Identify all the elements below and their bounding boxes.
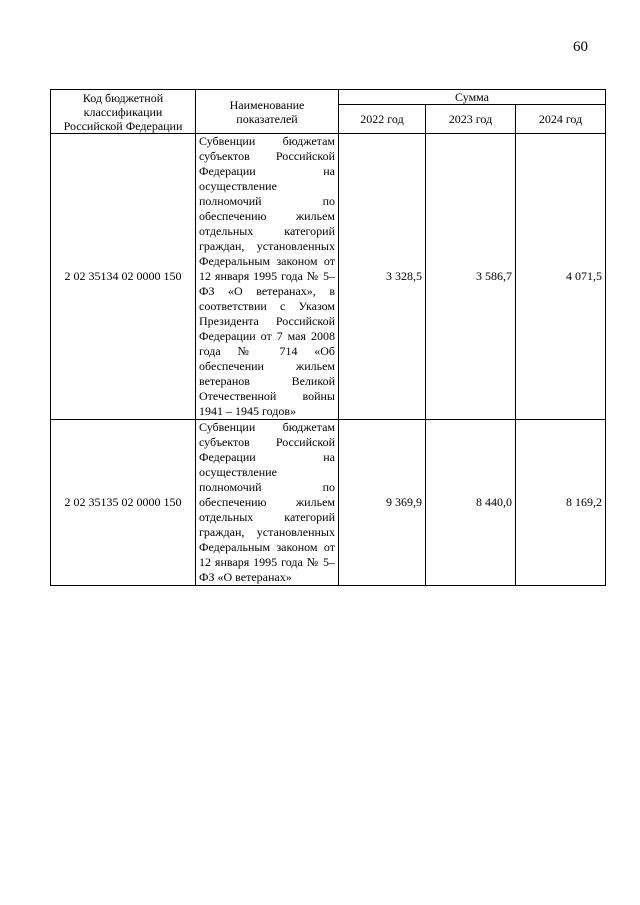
amount-2023-cell: 3 586,7 xyxy=(426,134,516,420)
indicator-name-cell: Субвенции бюджетам субъектов Российской Федерации на осуществление полномочий по обеспечению жильем отдельных категорий граждан, установленных Федеральным законом от 12 января 1995 года № 5–ФЗ «О ветеранах», в соответствии с Указом Президента Российской Федерации от 7 мая 2008 года № 714 «Об обеспечении жильем ветеранов Великой Отечественной войны 1941 – 1945 годов» xyxy=(196,134,339,420)
header-sum: Сумма xyxy=(339,90,606,105)
amount-2024-cell: 8 169,2 xyxy=(516,420,606,586)
header-year-2022: 2022 год xyxy=(339,105,426,134)
header-code: Код бюджетной классификации Российской Федерации xyxy=(51,90,196,134)
indicator-name-cell: Субвенции бюджетам субъектов Российской Федерации на осуществление полномочий по обеспечению жильем отдельных категорий граждан, установленных Федеральным законом от 12 января 1995 года № 5–ФЗ «О ветеранах» xyxy=(196,420,339,586)
amount-2024-cell: 4 071,5 xyxy=(516,134,606,420)
amount-2022-cell: 3 328,5 xyxy=(339,134,426,420)
budget-code-cell: 2 02 35134 02 0000 150 xyxy=(51,134,196,420)
budget-code-cell: 2 02 35135 02 0000 150 xyxy=(51,420,196,586)
table-row xyxy=(51,420,606,586)
table-header-row xyxy=(51,90,606,105)
table-row xyxy=(51,134,606,420)
header-year-2023: 2023 год xyxy=(426,105,516,134)
amount-2022-cell: 9 369,9 xyxy=(339,420,426,586)
header-name: Наименование показателей xyxy=(196,90,339,134)
amount-2023-cell: 8 440,0 xyxy=(426,420,516,586)
header-year-2024: 2024 год xyxy=(516,105,606,134)
budget-table xyxy=(50,89,606,586)
page-number: 60 xyxy=(573,39,588,55)
